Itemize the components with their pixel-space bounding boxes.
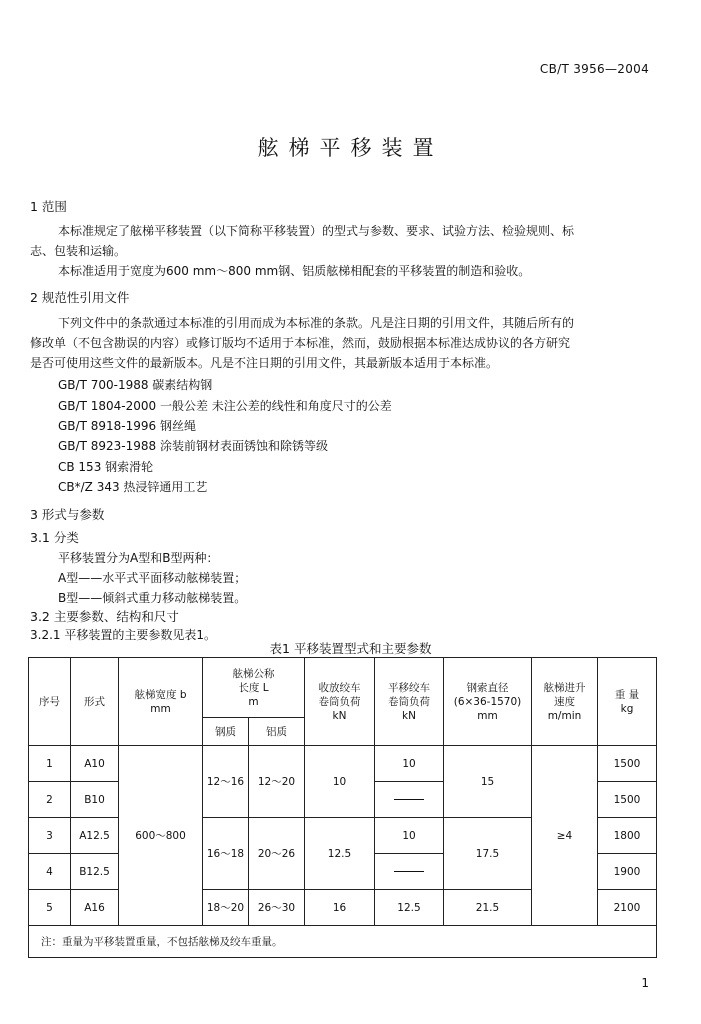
cell-type: B12.5 bbox=[71, 854, 119, 890]
cell-length-aluminum: 20～26 bbox=[249, 818, 305, 890]
table-header-row bbox=[29, 658, 657, 718]
section-2-paragraph-line-3: 是否可使用这些文件的最新版本。凡是不注日期的引用文件，其最新版本适用于本标准。 bbox=[30, 356, 499, 370]
section-1-paragraph-2: 本标准适用于宽度为600 mm～800 mm钢、铝质舷梯相配套的平移装置的制造和验收。 bbox=[58, 264, 531, 278]
cell-length-steel: 18～20 bbox=[203, 890, 249, 926]
cell-mass: 2100 bbox=[598, 890, 657, 926]
cell-seq: 3 bbox=[29, 818, 71, 854]
cell-winch-load: 10 bbox=[305, 746, 375, 818]
header-speed-label: 舷梯进升 bbox=[543, 681, 586, 694]
header-length-aluminum: 铝质 bbox=[249, 718, 305, 746]
header-speed-label-2: 速度 bbox=[554, 695, 575, 708]
section-1-heading: 1 范围 bbox=[30, 199, 67, 214]
table-caption: 表1 平移装置型式和主要参数 bbox=[269, 641, 432, 656]
header-width-unit: mm bbox=[150, 702, 171, 715]
standard-code: CB/T 3956—2004 bbox=[539, 62, 649, 76]
section-1-paragraph-1-line-2: 志、包装和运输。 bbox=[30, 244, 127, 258]
header-speed bbox=[532, 658, 598, 746]
cell-type: A12.5 bbox=[71, 818, 119, 854]
section-3-2-1-text: 3.2.1 平移装置的主要参数见表1。 bbox=[30, 628, 216, 642]
header-rope-spec: (6×36-1570) bbox=[453, 695, 522, 708]
header-translation-load bbox=[375, 658, 444, 746]
header-translation-load-unit: kN bbox=[402, 709, 416, 722]
reference-item: GB/T 8923-1988 涂装前钢材表面锈蚀和除锈等级 bbox=[58, 439, 328, 453]
reference-item: GB/T 700-1988 碳素结构钢 bbox=[58, 378, 213, 392]
section-2-paragraph-line-1: 下列文件中的条款通过本标准的引用而成为本标准的条款。凡是注日期的引用文件，其随后所有的 bbox=[58, 316, 575, 330]
cell-seq: 1 bbox=[29, 746, 71, 782]
table-note-row bbox=[29, 926, 657, 958]
header-type: 形式 bbox=[71, 658, 119, 746]
header-length bbox=[203, 658, 305, 718]
cell-winch-load: 12.5 bbox=[305, 818, 375, 890]
cell-length-steel: 16～18 bbox=[203, 818, 249, 890]
header-rope-label: 钢索直径 bbox=[466, 681, 509, 694]
section-3-1-paragraph: 平移装置分为A型和B型两种： bbox=[58, 551, 219, 565]
cell-rope-diameter: 21.5 bbox=[444, 890, 532, 926]
cell-mass: 1500 bbox=[598, 746, 657, 782]
cell-translation-load: 12.5 bbox=[375, 890, 444, 926]
cell-translation-load: 10 bbox=[375, 818, 444, 854]
header-winch-load-unit: kN bbox=[332, 709, 347, 722]
cell-winch-load: 16 bbox=[305, 890, 375, 926]
table-row bbox=[29, 746, 657, 782]
cell-length-aluminum: 12～20 bbox=[249, 746, 305, 818]
type-b-definition: B型——倾斜式重力移动舷梯装置。 bbox=[58, 591, 247, 605]
header-width bbox=[119, 658, 203, 746]
cell-mass: 1800 bbox=[598, 818, 657, 854]
header-length-label-2: 长度 L bbox=[238, 681, 269, 694]
document-title: 舷梯平移装置 bbox=[257, 136, 444, 160]
header-winch-load-label: 收放绞车 bbox=[318, 681, 361, 694]
header-mass-unit: kg bbox=[620, 702, 634, 715]
section-3-1-heading: 3.1 分类 bbox=[30, 530, 79, 545]
cell-rope-diameter: 17.5 bbox=[444, 818, 532, 890]
header-rope-diameter bbox=[444, 658, 532, 746]
cell-translation-load-none bbox=[375, 782, 444, 818]
cell-width: 600～800 bbox=[119, 746, 203, 926]
parameters-table bbox=[28, 657, 657, 958]
header-length-label: 舷梯公称 bbox=[232, 667, 275, 680]
cell-length-steel: 12～16 bbox=[203, 746, 249, 818]
reference-item: CB*/Z 343 热浸锌通用工艺 bbox=[58, 480, 208, 494]
cell-seq: 5 bbox=[29, 890, 71, 926]
header-width-label: 舷梯宽度 b bbox=[134, 688, 187, 701]
dash-mark bbox=[394, 799, 424, 800]
cell-type: A16 bbox=[71, 890, 119, 926]
header-length-unit: m bbox=[248, 695, 259, 708]
type-a-definition: A型——水平式平面移动舷梯装置； bbox=[58, 571, 247, 585]
header-mass bbox=[598, 658, 657, 746]
reference-item: GB/T 8918-1996 钢丝绳 bbox=[58, 419, 196, 433]
header-winch-load-label-2: 卷筒负荷 bbox=[318, 695, 361, 708]
header-length-steel: 钢质 bbox=[203, 718, 249, 746]
header-speed-unit: m/min bbox=[547, 709, 582, 722]
page-number: 1 bbox=[641, 976, 649, 990]
cell-mass: 1900 bbox=[598, 854, 657, 890]
cell-speed: ≥4 bbox=[532, 746, 598, 926]
cell-translation-load: 10 bbox=[375, 746, 444, 782]
cell-rope-diameter: 15 bbox=[444, 746, 532, 818]
dash-mark bbox=[394, 871, 424, 872]
header-translation-load-label: 平移绞车 bbox=[388, 681, 430, 694]
section-2-heading: 2 规范性引用文件 bbox=[30, 290, 130, 305]
table-note: 注：重量为平移装置重量，不包括舷梯及绞车重量。 bbox=[29, 926, 657, 958]
header-seq: 序号 bbox=[29, 658, 71, 746]
section-1-paragraph-1-line-1: 本标准规定了舷梯平移装置（以下简称平移装置）的型式与参数、要求、试验方法、检验规则、标 bbox=[58, 224, 575, 238]
cell-length-aluminum: 26～30 bbox=[249, 890, 305, 926]
cell-translation-load-none bbox=[375, 854, 444, 890]
cell-seq: 2 bbox=[29, 782, 71, 818]
header-translation-load-label-2: 卷筒负荷 bbox=[388, 695, 430, 708]
cell-mass: 1500 bbox=[598, 782, 657, 818]
header-rope-unit: mm bbox=[477, 709, 498, 722]
cell-seq: 4 bbox=[29, 854, 71, 890]
cell-type: A10 bbox=[71, 746, 119, 782]
cell-type: B10 bbox=[71, 782, 119, 818]
section-3-2-heading: 3.2 主要参数、结构和尺寸 bbox=[30, 609, 179, 624]
header-winch-load bbox=[305, 658, 375, 746]
reference-item: CB 153 钢索滑轮 bbox=[58, 460, 154, 474]
section-3-heading: 3 形式与参数 bbox=[30, 507, 105, 522]
reference-item: GB/T 1804-2000 一般公差 未注公差的线性和角度尺寸的公差 bbox=[58, 399, 392, 413]
header-mass-label: 重 量 bbox=[614, 688, 640, 701]
section-2-paragraph-line-2: 修改单（不包含勘误的内容）或修订版均不适用于本标准，然而，鼓励根据本标准达成协议的各方研究 bbox=[30, 336, 571, 350]
